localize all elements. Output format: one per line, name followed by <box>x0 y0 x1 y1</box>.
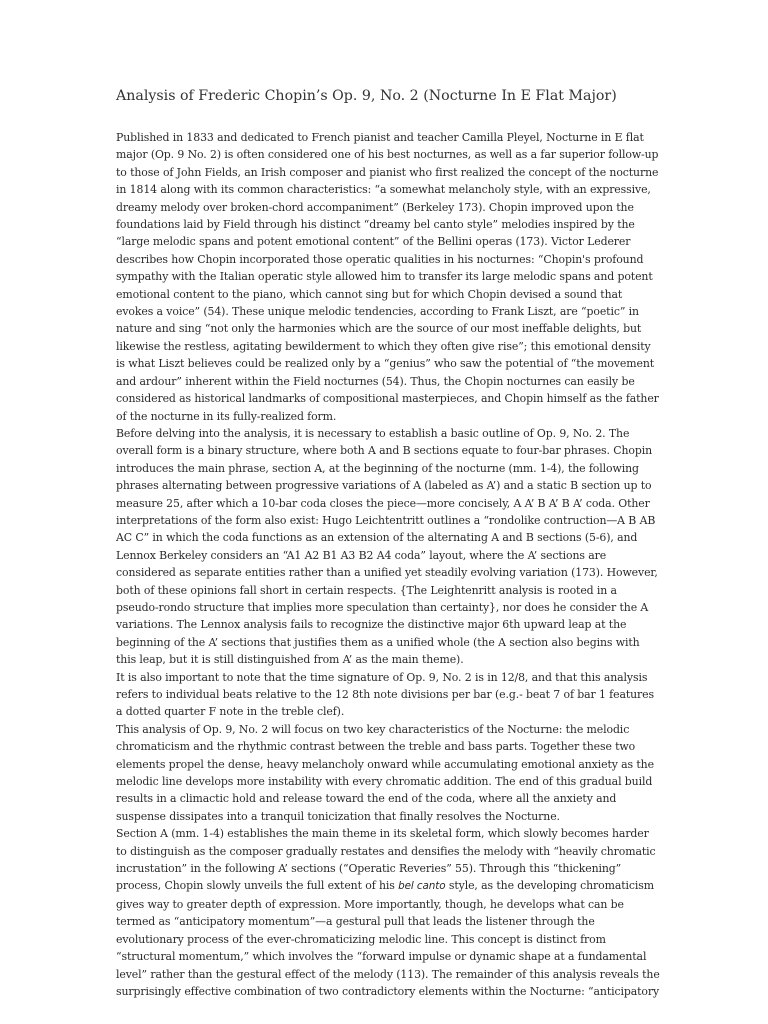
paragraph-publication-history: Published in 1833 and dedicated to French pianist and teacher Camilla Pleyel, Nocturne in E flat major (Op. 9 No. 2) is often considered one of his best nocturnes, as well as a far superior follow-up to those of John Fields, an Irish composer and pianist who first realized the concept of the nocturne in 1814 along with its common characteristics: “a somewhat melancholy style, with an expressive, dreamy melody over broken-chord accompaniment” (Berkeley 173). Chopin improved upon the foundations laid by Field through his distinct “dreamy bel canto style” melodies inspired by the “large melodic spans and potent emotional content” of the Bellini operas (173). Victor Lederer describes how Chopin incorporated those operatic qualities in his nocturnes: “Chopin's profound sympathy with the Italian operatic style allowed him to transfer its large melodic spans and potent emotional content to the piano, which cannot sing but for which Chopin devised a sound that evokes a voice” (54). These unique melodic tendencies, according to Frank Liszt, are “poetic” in nature and sing “not only the harmonies which are the source of our most ineffable delights, but likewise the restless, agitating bewilderment to which they often give rise”; this emotional density is what Liszt believes could be realized only by a “genius” who saw the potential of “the movement and ardour” inherent within the Field nocturnes (54). Thus, the Chopin nocturnes can easily be considered as historical landmarks of compositional masterpieces, and Chopin himself as the father of the nocturne in its fully-realized form. <box>116 131 659 423</box>
document-body <box>116 129 661 1000</box>
paragraph-text: style, as the developing chromaticism gives way to greater depth of expression. More importantly, though, he develops what can be termed as “anticipatory momentum”—a gestural pull that leads the listener through the evolutionary process of the ever-chromaticizing melodic line. This concept is distinct from “structural momentum,” which involves the “forward impulse or dynamic shape at a fundamental level” rather than the gestural effect of the melody (113). The remainder of this analysis reveals the surprisingly effective combination of two contradictory elements within the Nocturne: “anticipatory <box>116 879 660 998</box>
paragraph-form-outline: Before delving into the analysis, it is necessary to establish a basic outline of Op. 9, No. 2. The overall form is a binary structure, where both A and B sections equate to four-bar phrases. Chopin introduces the main phrase, section A, at the beginning of the nocturne (mm. 1-4), the following phrases alternating between progressive variations of A (labeled as A’) and a static B section up to measure 25, after which a 10-bar coda closes the piece—more concisely, A A’ B A’ B A’ coda. Other interpretations of the form also exist: Hugo Leichtentritt outlines a “rondolike contruction—A B AB AC C” in which the coda functions as an extension of the alternating A and B sections (5-6), and Lennox Berkeley considers an “A1 A2 B1 A3 B2 A4 coda” layout, where the A’ sections are considered as separate entities rather than a unified yet steadily evolving variation (173). However, both of these opinions fall short in certain respects. {The Leightenritt analysis is rooted in a pseudo-rondo structure that implies more speculation than certainty}, nor does he consider the A variations. The Lennox analysis fails to recognize the distinctive major 6th upward leap at the beginning of the A’ sections that justifies them as a unified whole (the A section also begins with this leap, but it is still distinguished from A’ as the main theme). <box>116 426 658 667</box>
document-title: Analysis of Frederic Chopin’s Op. 9, No. 2 (Nocturne In E Flat Major) <box>116 88 617 104</box>
paragraph-section-a <box>116 825 661 1000</box>
paragraph-analysis-focus: This analysis of Op. 9, No. 2 will focus on two key characteristics of the Nocturne: the melodic chromaticism and the rhythmic contrast between the treble and bass parts. Together these two elements propel the dense, heavy melancholy onward while accumulating emotional anxiety as the melodic line develops more instability with every chromatic addition. The end of this gradual build results in a climactic hold and release toward the end of the coda, where all the anxiety and suspense dissipates into a tranquil tonicization that finally resolves the Nocturne. <box>116 722 654 823</box>
italic-term: bel canto <box>398 880 446 893</box>
paragraph-time-signature: It is also important to note that the time signature of Op. 9, No. 2 is in 12/8, and that this analysis refers to individual beats relative to the 12 8th note divisions per bar (e.g.- beat 7 of bar 1 features a dotted quarter F note in the treble clef). <box>116 670 654 719</box>
paragraph-text: Section A (mm. 1-4) establishes the main theme in its skeletal form, which slowly becomes harder to distinguish as the composer gradually restates and densifies the melody with “heavily chromatic incrustation” in the following A’ sections (“Operatic Reveries” 55). Through this “thickening” process, Chopin slowly unveils the full extent of his <box>116 827 656 893</box>
